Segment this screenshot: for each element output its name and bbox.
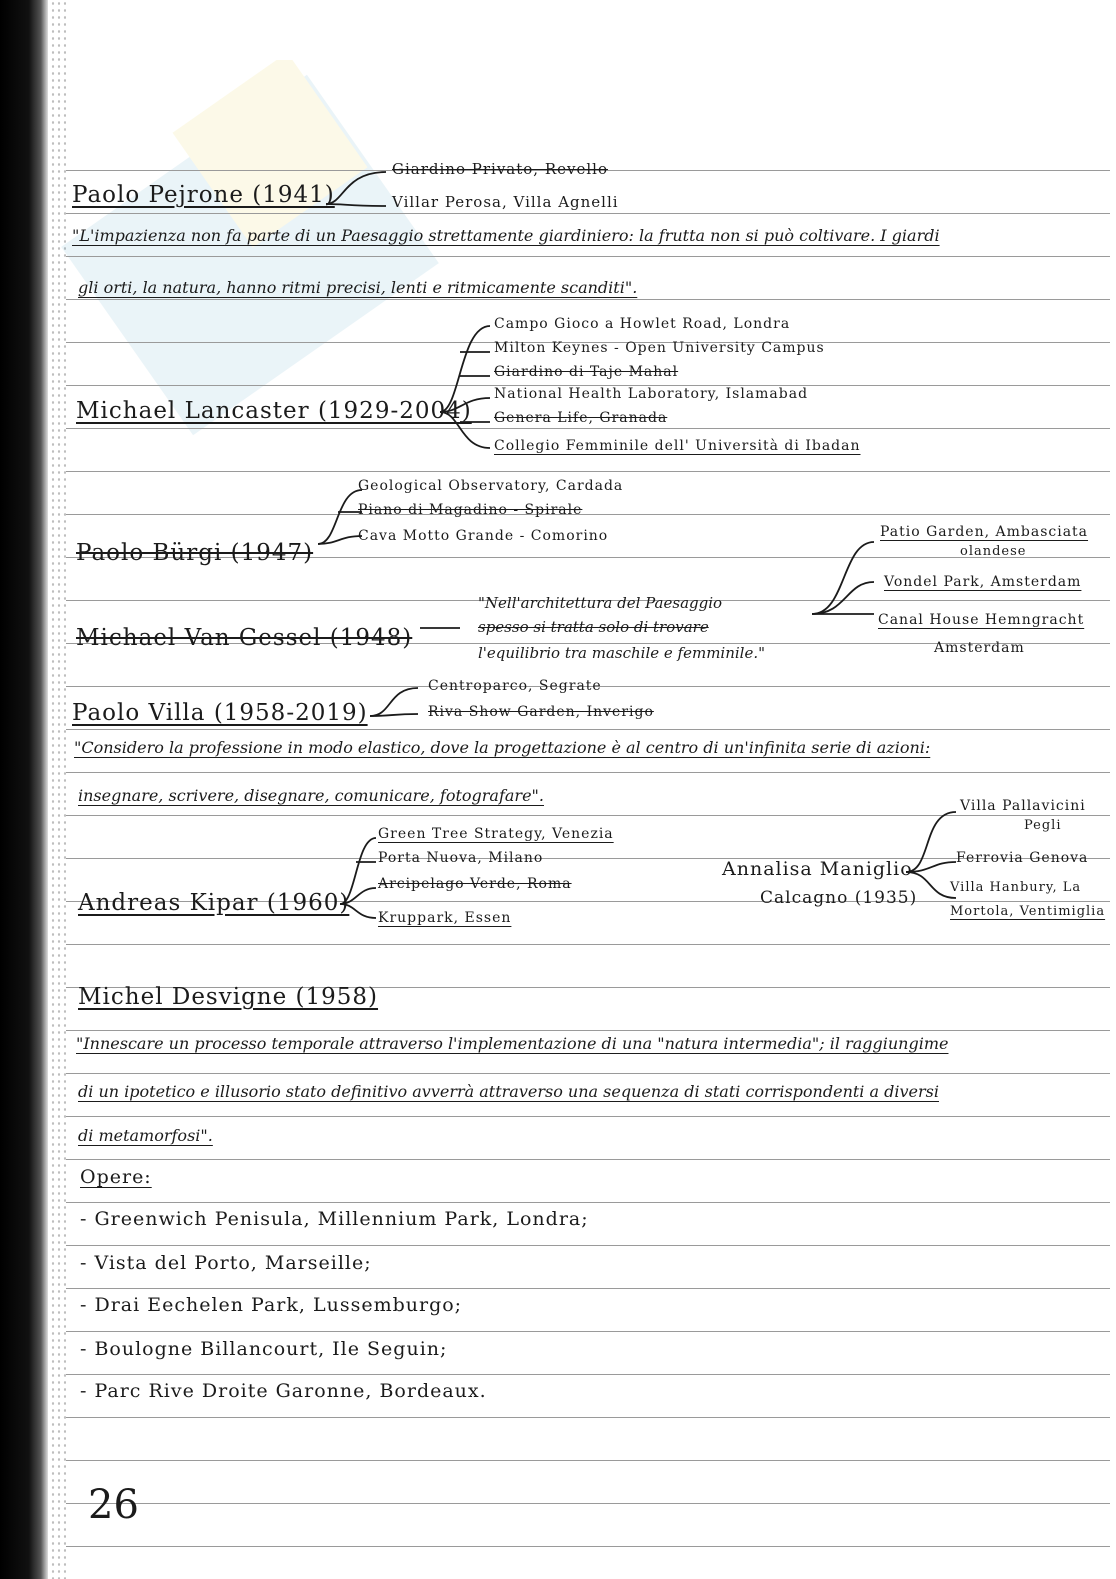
work-item-continuation: Pegli — [1024, 818, 1062, 833]
opere-item: - Greenwich Penisula, Millennium Park, Londra; — [80, 1208, 589, 1230]
branch-connector — [440, 322, 500, 457]
quote-text: di metamorfosi". — [78, 1126, 213, 1145]
work-item: Giardino Privato, Revello — [392, 160, 608, 178]
work-item: Milton Keynes - Open University Campus — [494, 340, 825, 356]
ruled-line — [66, 729, 1110, 730]
branch-connector — [370, 680, 430, 730]
ruled-line — [66, 1546, 1110, 1547]
work-item: Canal House Hemngracht — [878, 612, 1085, 628]
ruled-line — [66, 213, 1110, 214]
quote-text: "Nell'architettura del Paesaggio — [478, 594, 723, 612]
work-item-continuation: Mortola, Ventimiglia — [950, 904, 1106, 919]
ruled-line — [66, 1202, 1110, 1203]
work-item: Geological Observatory, Cardada — [358, 478, 624, 494]
architect-name-van-gessel: Michael Van Gessel (1948) — [76, 625, 413, 651]
branch-connector — [812, 536, 882, 626]
work-item: Cava Motto Grande - Comorino — [358, 528, 609, 544]
arrow-connector — [420, 616, 470, 636]
ruled-line — [66, 1460, 1110, 1461]
ruled-line — [66, 299, 1110, 300]
work-item: Riva Show Garden, Inverigo — [428, 704, 654, 720]
architect-name-maniglio-cont: Calcagno (1935) — [760, 888, 918, 908]
branch-connector — [326, 164, 396, 214]
ruled-line — [66, 1159, 1110, 1160]
opere-item: - Vista del Porto, Marseille; — [80, 1252, 372, 1274]
work-item-continuation: olandese — [960, 544, 1027, 559]
ruled-line — [66, 256, 1110, 257]
section-label-opere: Opere: — [80, 1166, 152, 1188]
ruled-line — [66, 1073, 1110, 1074]
work-item: National Health Laboratory, Islamabad — [494, 386, 809, 402]
work-item: Villar Perosa, Villa Agnelli — [392, 193, 619, 211]
opere-item: - Parc Rive Droite Garonne, Bordeaux. — [80, 1380, 487, 1402]
page-number: 26 — [88, 1482, 139, 1528]
ruled-line — [66, 1245, 1110, 1246]
work-item: Giardino di Taje Mahal — [494, 364, 679, 380]
work-item: Green Tree Strategy, Venezia — [378, 826, 614, 842]
work-item: Ferrovia Genova — [956, 850, 1089, 866]
quote-text: l'equilibrio tra maschile e femminile." — [478, 644, 766, 662]
ruled-line — [66, 428, 1110, 429]
work-item: Villa Pallavicini — [960, 798, 1086, 814]
work-item: Campo Gioco a Howlet Road, Londra — [494, 316, 791, 332]
architect-name-desvigne: Michel Desvigne (1958) — [78, 984, 379, 1010]
quote-text: spesso si tratta solo di trovare — [478, 618, 709, 636]
quote-text: gli orti, la natura, hanno ritmi precisi, lenti e ritmicamente scanditi". — [78, 278, 638, 297]
opere-item: - Boulogne Billancourt, Ile Seguin; — [80, 1338, 448, 1360]
ruled-line — [66, 944, 1110, 945]
work-item: Collegio Femminile dell' Università di Ibadan — [494, 438, 861, 454]
work-item-continuation: Amsterdam — [934, 640, 1025, 656]
architect-name-burgi: Paolo Bürgi (1947) — [76, 540, 314, 566]
work-item: Kruppark, Essen — [378, 910, 512, 926]
ruled-line — [66, 1331, 1110, 1332]
ruled-line — [66, 772, 1110, 773]
quote-text: "Considero la professione in modo elastico, dove la progettazione è al centro di un'infinita serie di azioni: — [74, 738, 931, 757]
work-item: Villa Hanbury, La — [950, 880, 1082, 895]
ruled-line — [66, 514, 1110, 515]
notebook-binding — [0, 0, 48, 1579]
ruled-line — [66, 1503, 1110, 1504]
architect-name-pejrone: Paolo Pejrone (1941) — [72, 182, 335, 208]
quote-text: insegnare, scrivere, disegnare, comunicare, fotografare". — [78, 786, 544, 805]
ruled-line — [66, 1417, 1110, 1418]
architect-name-lancaster: Michael Lancaster (1929-2004) — [76, 398, 472, 424]
work-item: Piano di Magadino - Spirale — [358, 502, 583, 518]
work-item: Porta Nuova, Milano — [378, 850, 544, 866]
architect-name-villa: Paolo Villa (1958-2019) — [72, 700, 368, 726]
quote-text: "L'impazienza non fa parte di un Paesaggio strettamente giardiniero: la frutta non si può coltivare. I giardi — [72, 226, 940, 245]
work-item: Centroparco, Segrate — [428, 678, 602, 694]
work-item: Genera Life, Granada — [494, 410, 668, 426]
quote-text: "Innescare un processo temporale attraverso l'implementazione di una "natura intermedia"; il raggiungime — [76, 1034, 949, 1053]
work-item: Arcipelago Verde, Roma — [378, 876, 572, 892]
opere-item: - Drai Eechelen Park, Lussemburgo; — [80, 1294, 463, 1316]
work-item: Vondel Park, Amsterdam — [884, 574, 1082, 590]
ruled-line — [66, 1288, 1110, 1289]
architect-name-maniglio: Annalisa Maniglio — [722, 858, 913, 880]
ruled-line — [66, 1374, 1110, 1375]
ruled-line — [66, 1116, 1110, 1117]
quote-text: di un ipotetico e illusorio stato definitivo avverrà attraverso una sequenza di stati corrispondenti a diversi — [78, 1082, 939, 1101]
architect-name-kipar: Andreas Kipar (1960) — [78, 890, 350, 916]
work-item: Patio Garden, Ambasciata — [880, 524, 1089, 540]
ruled-line — [66, 1030, 1110, 1031]
ruled-line — [66, 471, 1110, 472]
